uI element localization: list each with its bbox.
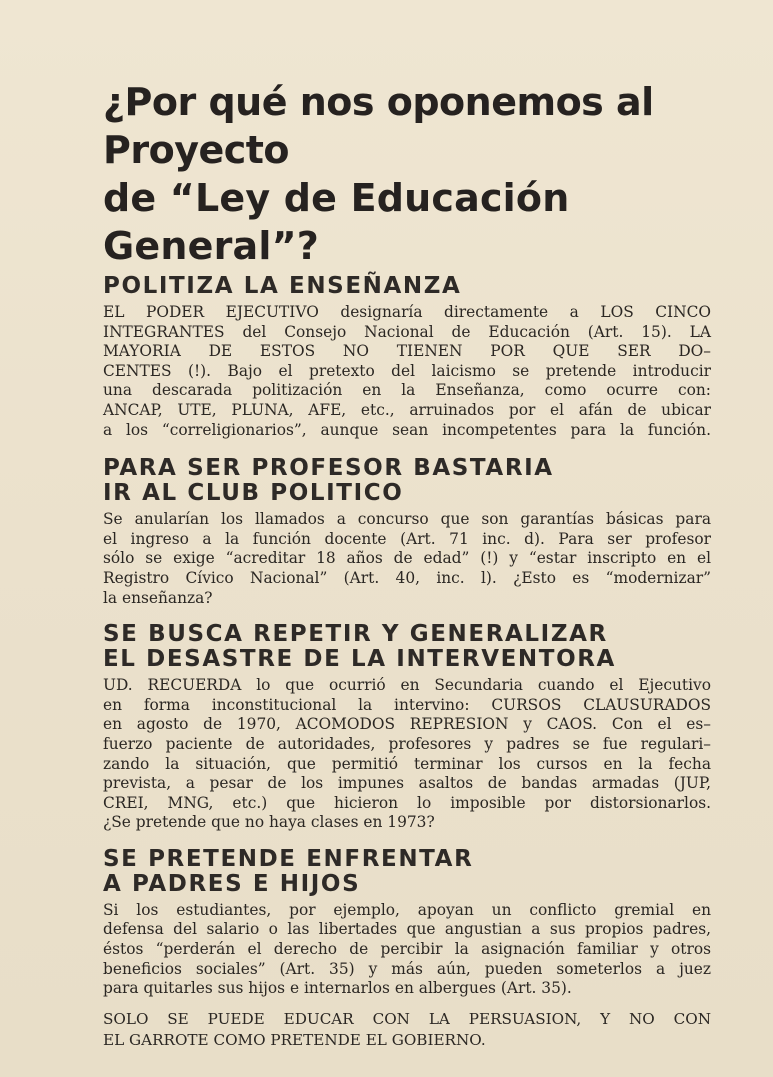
paragraph-line: sólo se exige “acreditar 18 años de edad” (!) y “estar inscripto en el [103,549,711,568]
paragraph-line: zando la situación, que permitió terminar los cursos en la fecha [103,754,711,773]
paragraph-line: UD. RECUERDA lo que ocurrió en Secundaria cuando el Ejecutivo [103,676,711,695]
heading-line: A PADRES E HIJOS [103,870,361,897]
closing-line-2: EL GARROTE COMO PRETENDE EL GOBIERNO. [103,1030,486,1049]
heading-line: POLITIZA LA ENSEÑANZA [103,273,462,299]
paragraph-line: Se anularían los llamados a concurso que son garantías básicas para [103,510,711,529]
section-heading-profesor [103,456,711,506]
section-paragraph-interventora [103,676,711,833]
section-heading-politiza [103,274,711,299]
section-paragraph-padres-hijos [103,901,711,999]
paragraph-line: defensa del salario o las libertades que angustian a sus propios padres, [103,920,711,939]
paragraph-line: beneficios sociales” (Art. 35) y más aún, pueden someterlos a juez [103,959,711,978]
paragraph-line: MAYORIA DE ESTOS NO TIENEN POR QUE SER DO– [103,342,711,361]
paragraph-line: en agosto de 1970, ACOMODOS REPRESION y CAOS. Con el es– [103,715,711,734]
closing-statement [103,1009,711,1051]
paragraph-line: el ingreso a la función docente (Art. 71 inc. d). Para ser profesor [103,529,711,548]
section-heading-padres-hijos [103,847,711,897]
paragraph-line: éstos “perderán el derecho de percibir la asignación familiar y otros [103,940,711,959]
paragraph-line: CREI, MNG, etc.) que hicieron lo imposible por distorsionarlos. [103,793,711,812]
heading-line: IR AL CLUB POLITICO [103,480,404,507]
paragraph-line: para quitarles sus hijos e internarlos en albergues (Art. 35). [103,979,572,998]
heading-line: SE PRETENDE ENFRENTAR [103,845,474,872]
paragraph-line: prevista, a pesar de los impunes asaltos de bandas armadas (JUP, [103,774,711,793]
paragraph-line: fuerzo paciente de autoridades, profesores y padres se fue regulari– [103,734,711,753]
paragraph-line: Registro Cívico Nacional” (Art. 40, inc. l). ¿Esto es “modernizar” [103,568,711,587]
paragraph-line: en forma inconstitucional la intervino: CURSOS CLAUSURADOS [103,695,711,714]
section-paragraph-politiza [103,303,711,440]
paragraph-line: una descarada politización en la Enseñanza, como ocurre con: [103,381,711,400]
paragraph-line: ¿Se pretende que no haya clases en 1973? [103,813,435,832]
heading-line: EL DESASTRE DE LA INTERVENTORA [103,646,616,673]
paragraph-line: la enseñanza? [103,588,213,607]
paragraph-line: INTEGRANTES del Consejo Nacional de Educación (Art. 15). LA [103,322,711,341]
paragraph-line: ANCAP, UTE, PLUNA, AFE, etc., arruinados por el afán de ubicar [103,400,711,419]
heading-line: SE BUSCA REPETIR Y GENERALIZAR [103,621,608,648]
paragraph-line: a los “correligionarios”, aunque sean incompetentes para la función. [103,420,711,439]
paragraph-line: EL PODER EJECUTIVO designaría directamente a LOS CINCO [103,303,711,321]
leaflet-content [103,78,711,1051]
section-heading-interventora [103,622,711,672]
paragraph-line: CENTES (!). Bajo el pretexto del laicismo se pretende introducir [103,361,711,380]
title-line-1: ¿Por qué nos oponemos al Proyecto [103,80,654,172]
leaflet-title [103,78,711,270]
heading-line: PARA SER PROFESOR BASTARIA [103,455,554,482]
closing-line-1: SOLO SE PUEDE EDUCAR CON LA PERSUASION, Y NO CON [103,1009,711,1028]
paragraph-line: Si los estudiantes, por ejemplo, apoyan un conflicto gremial en [103,900,711,919]
title-line-2: de “Ley de Educación General”? [103,176,570,268]
section-paragraph-profesor [103,510,711,608]
